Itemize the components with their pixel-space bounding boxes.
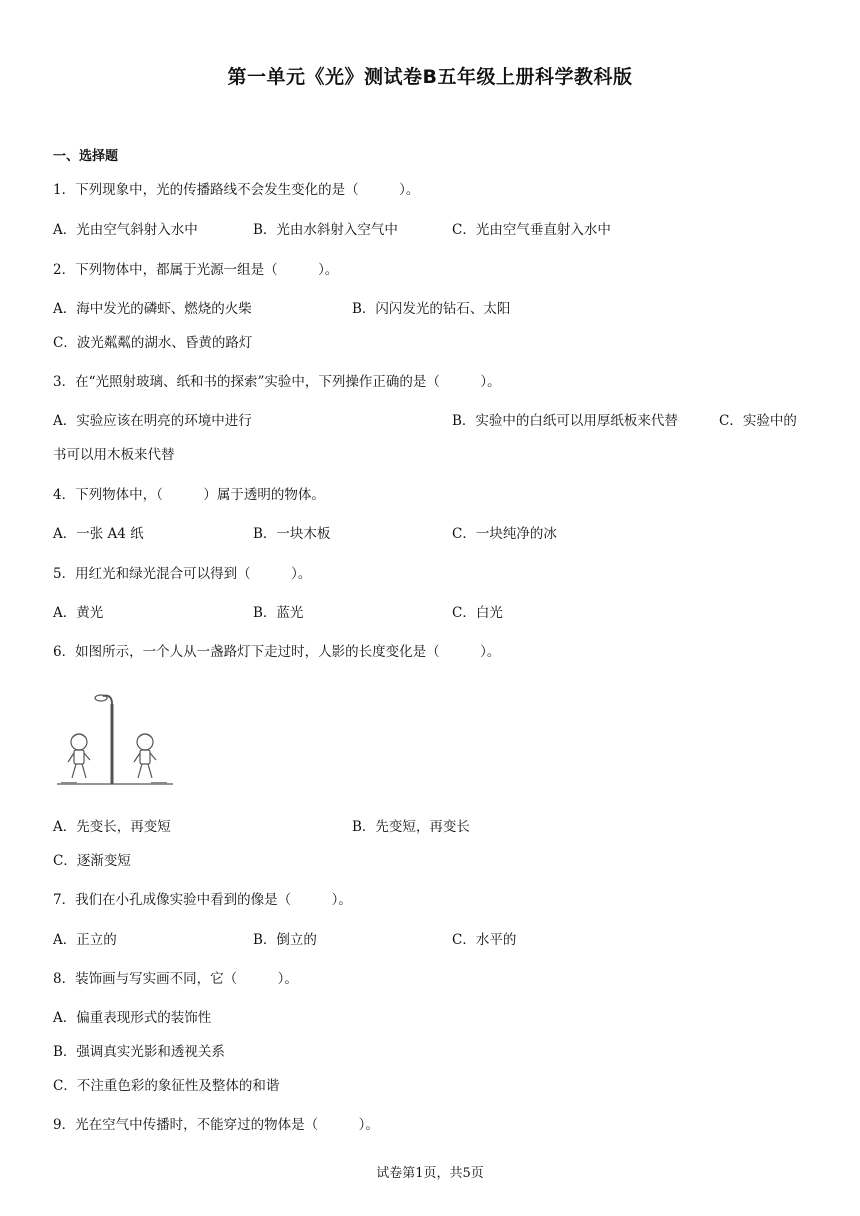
- question-7-stem: 7．我们在小孔成像实验中看到的像是（ ）。: [53, 892, 352, 908]
- question-3-option-c-continued: 书可以用木板来代替: [53, 447, 175, 463]
- section-heading: 一、选择题: [53, 149, 119, 164]
- question-6-option-c[interactable]: C．逐渐变短: [53, 853, 131, 869]
- question-7-option-a[interactable]: A．正立的: [53, 932, 117, 948]
- child-right: [134, 734, 156, 778]
- question-5-option-c[interactable]: C．白光: [452, 605, 503, 621]
- question-8-option-a[interactable]: A．偏重表现形式的装饰性: [53, 1010, 212, 1026]
- question-5-option-b[interactable]: B．蓝光: [253, 605, 304, 621]
- question-2-option-c[interactable]: C．波光粼粼的湖水、昏黄的路灯: [53, 335, 253, 351]
- lamp-arm: [103, 696, 112, 704]
- lamp-head: [95, 695, 107, 701]
- question-5-option-a[interactable]: A．黄光: [53, 605, 104, 621]
- question-3-option-b[interactable]: B．实验中的白纸可以用厚纸板来代替: [452, 413, 678, 429]
- question-6-stem: 6．如图所示，一个人从一盏路灯下走过时，人影的长度变化是（ ）。: [53, 644, 501, 660]
- question-4-option-a[interactable]: A．一张 A4 纸: [53, 526, 144, 542]
- question-9-stem: 9．光在空气中传播时，不能穿过的物体是（ ）。: [53, 1117, 379, 1133]
- question-8-stem: 8．装饰画与写实画不同，它（ ）。: [53, 971, 298, 987]
- question-8-option-c[interactable]: C．不注重色彩的象征性及整体的和谐: [53, 1078, 280, 1094]
- question-6-option-b[interactable]: B．先变短，再变长: [352, 819, 470, 835]
- question-1-option-b[interactable]: B．光由水斜射入空气中: [253, 222, 398, 238]
- child-left: [68, 734, 90, 778]
- question-1-stem: 1．下列现象中，光的传播路线不会发生变化的是（ ）。: [53, 182, 420, 198]
- question-7-option-b[interactable]: B．倒立的: [253, 932, 317, 948]
- question-3-option-a[interactable]: A．实验应该在明亮的环境中进行: [53, 413, 252, 429]
- question-2-option-b[interactable]: B．闪闪发光的钻石、太阳: [352, 301, 511, 317]
- page-title: 第一单元《光》测试卷B五年级上册科学教科版: [227, 66, 633, 88]
- question-8-option-b[interactable]: B．强调真实光影和透视关系: [53, 1044, 225, 1060]
- question-3-option-c[interactable]: C．实验中的: [719, 413, 797, 429]
- question-1-option-a[interactable]: A．光由空气斜射入水中: [53, 222, 198, 238]
- question-3-stem: 3．在“光照射玻璃、纸和书的探索”实验中，下列操作正确的是（ ）。: [53, 374, 501, 390]
- question-7-option-c[interactable]: C．水平的: [452, 932, 517, 948]
- streetlamp-figure: [55, 690, 175, 788]
- question-5-stem: 5．用红光和绿光混合可以得到（ ）。: [53, 566, 312, 582]
- question-2-option-a[interactable]: A．海中发光的磷虾、燃烧的火柴: [53, 301, 252, 317]
- question-4-stem: 4．下列物体中，（ ）属于透明的物体。: [53, 487, 325, 503]
- question-4-option-c[interactable]: C．一块纯净的冰: [452, 526, 557, 542]
- question-1-option-c[interactable]: C．光由空气垂直射入水中: [452, 222, 611, 238]
- question-4-option-b[interactable]: B．一块木板: [253, 526, 331, 542]
- page-footer: 试卷第1页，共5页: [376, 1166, 484, 1181]
- question-2-stem: 2．下列物体中，都属于光源一组是（ ）。: [53, 262, 339, 278]
- question-6-option-a[interactable]: A．先变长，再变短: [53, 819, 171, 835]
